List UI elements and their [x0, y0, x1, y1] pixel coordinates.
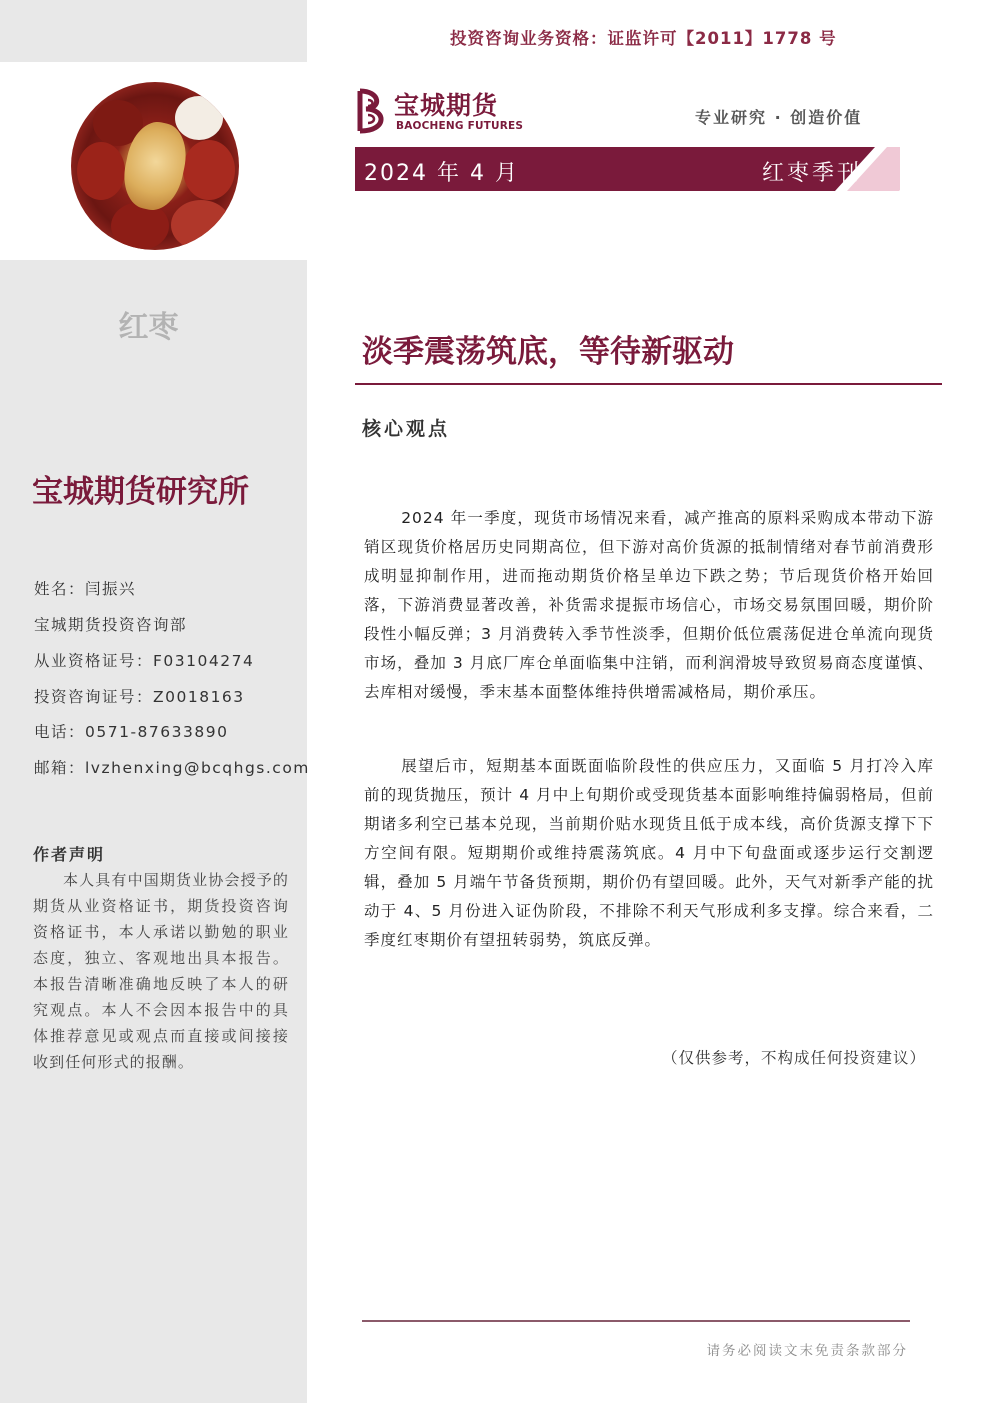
footer-note: 请务必阅读文末免责条款部分: [706, 1343, 908, 1359]
qualification-number: 从业资格证号：F03104274: [34, 652, 255, 670]
company-motto: 专业研究 · 创造价值: [695, 108, 863, 127]
disclaimer-note: （仅供参考，不构成任何投资建议）: [661, 1049, 926, 1067]
paragraph-2: 展望后市，短期基本面既面临阶段性的供应压力，又面临 5 月打冷入库前的现货抛压，预计 4 月中上旬期价或受现货基本面影响维持偏弱格局，但前期诸多利空已基本兑现，当前期价贴水现货且低于成本线，高价货源支撑下下方空间有限。短期期价或维持震荡筑底。4 月中下旬盘面或逐步运行交割逻辑，叠加 5 月端午节备货预期，期价仍有望回暖。此外，天气对新季产能的扰动于 4、5 月份进入证伪阶段，不排除不利天气形成利多支撑。综合来看，二季度红枣期价有望扭转弱势，筑底反弹。: [364, 757, 934, 949]
author-name: 姓名：闫振兴: [34, 580, 137, 598]
institute-name: 宝城期货研究所: [32, 474, 249, 510]
declaration-body: 本人具有中国期货业协会授予的期货从业资格证书，期货投资咨询资格证书，本人承诺以勤勉的职业态度，独立、客观地出具本报告。本报告清晰准确地反映了本人的研究观点。本人不会因本报告中的具体推荐意见或观点而直接或间接接收到任何形式的报酬。: [33, 871, 289, 1071]
title-divider: [355, 383, 942, 385]
paragraph-1: 2024 年一季度，现货市场情况来看，减产推高的原料采购成本带动下游销区现货价格居历史同期高位，但下游对高价货源的抵制情绪对春节前消费形成明显抑制作用，进而拖动期货价格呈单边下跌之势；节后现货价格开始回落，下游消费显著改善，补货需求提振市场信心，市场交易氛围回暖，期价阶段性小幅反弹；3 月消费转入季节性淡季，但期价低位震荡促进仓单流向现货市场，叠加 3 月底厂库仓单面临集中注销，而利润滑坡导致贸易商态度谨慎、去库相对缓慢，季末基本面整体维持供增需减格局，期价承压。: [364, 509, 934, 701]
author-phone: 电话：0571-87633890: [34, 723, 229, 741]
logo-chinese-name: 宝城期货: [394, 91, 499, 120]
baocheng-logo-icon: [356, 88, 390, 134]
core-view-heading: 核心观点: [362, 418, 451, 440]
author-email[interactable]: 邮箱：lvzhenxing@bcqhgs.com: [34, 759, 310, 777]
red-dates-photo: [71, 82, 239, 250]
footer-divider: [362, 1320, 910, 1322]
report-type: 红枣季刊: [762, 161, 863, 186]
consulting-number: 投资咨询证号：Z0018163: [34, 688, 245, 706]
commodity-label: 红枣: [118, 310, 179, 345]
license-statement: 投资咨询业务资格：证监许可【2011】1778 号: [450, 29, 837, 48]
declaration-title: 作者声明: [33, 845, 106, 864]
report-title: 淡季震荡筑底，等待新驱动: [362, 334, 734, 370]
logo-english-name: BAOCHENG FUTURES: [396, 120, 524, 132]
report-date: 2024 年 4 月: [364, 161, 519, 186]
author-dept: 宝城期货投资咨询部: [34, 616, 188, 634]
